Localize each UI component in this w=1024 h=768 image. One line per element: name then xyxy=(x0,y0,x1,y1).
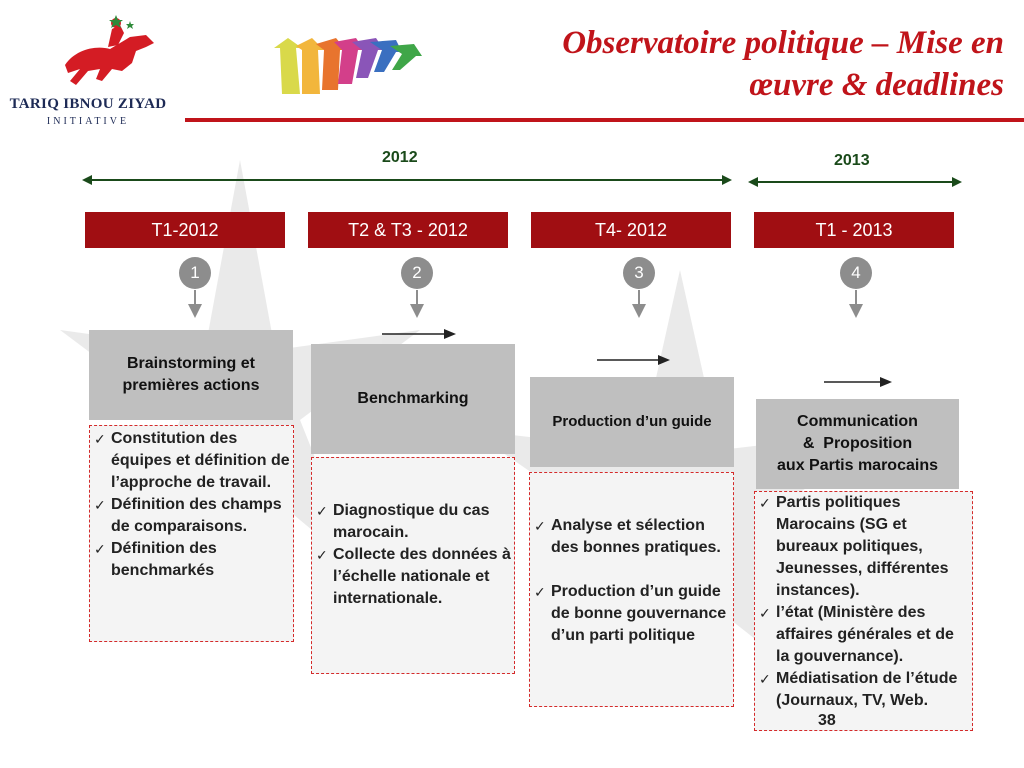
list-item: ✓ Diagnostique du cas marocain. xyxy=(316,502,490,541)
quarter-header-2: T2 & T3 - 2012 xyxy=(308,212,508,248)
quarter-header-4: T1 - 2013 xyxy=(754,212,954,248)
title-line-1: Observatoire politique – Mise en xyxy=(562,25,1004,61)
check-icon: ✓ xyxy=(759,605,771,621)
check-icon: ✓ xyxy=(534,518,546,534)
check-icon: ✓ xyxy=(316,547,328,563)
logo-subtitle: INITIATIVE xyxy=(46,116,130,127)
phase-4-list xyxy=(754,491,973,731)
list-item: ✓ Collecte des données à l’échelle nationale et internationale. xyxy=(316,546,511,607)
list-item: ✓ Production d’un guide de bonne gouvernance d’un parti politique xyxy=(534,583,727,644)
phase-1-title-line-2: premières actions xyxy=(122,377,260,394)
check-icon: ✓ xyxy=(94,431,106,447)
step-circle-1: 1 xyxy=(179,257,211,289)
check-icon: ✓ xyxy=(94,497,106,513)
step-circle-4: 4 xyxy=(840,257,872,289)
list-item: ✓ Partis politiques Marocains (SG et bureaux politiques, Jeunesses, différentes instances). xyxy=(759,494,949,599)
phase-4-title-line-3: aux Partis marocains xyxy=(777,457,938,474)
phase-4-title-line-1: Communication xyxy=(797,413,918,430)
phase-2-title: Benchmarking xyxy=(357,390,469,407)
phase-box-benchmarking xyxy=(311,344,515,454)
check-icon: ✓ xyxy=(316,503,328,519)
phase-box-brainstorming xyxy=(89,330,293,420)
title-line-2: œuvre & deadlines xyxy=(749,67,1004,103)
check-icon: ✓ xyxy=(534,584,546,600)
step-circle-2: 2 xyxy=(401,257,433,289)
phase-4-title-line-2: & Proposition xyxy=(802,435,913,452)
list-item: ✓ Analyse et sélection des bonnes pratiques. xyxy=(534,517,721,556)
year-label-2012: 2012 xyxy=(382,149,418,166)
phase-1-title-line-1: Brainstorming et xyxy=(126,355,255,372)
year-label-2013: 2013 xyxy=(834,152,870,169)
list-item: ✓ Définition des champs de comparaisons. xyxy=(94,496,282,535)
list-item: ✓ l’état (Ministère des affaires générales et de la gouvernance). xyxy=(759,604,954,665)
logo-name: TARIQ IBNOU ZIYAD xyxy=(9,96,167,112)
phase-3-list xyxy=(529,472,734,707)
page-number: 38 xyxy=(818,712,836,729)
phase-3-title: Production d’un guide xyxy=(552,413,712,430)
phase-2-list xyxy=(311,457,515,674)
quarter-header-1: T1-2012 xyxy=(85,212,285,248)
phase-1-list xyxy=(89,425,294,642)
check-icon: ✓ xyxy=(94,541,106,557)
phase-box-guide xyxy=(530,377,734,467)
list-item: ✓ Définition des benchmarkés xyxy=(94,540,217,579)
list-item: ✓ Constitution des équipes et définition de l’approche de travail. xyxy=(94,430,290,491)
check-icon: ✓ xyxy=(759,671,771,687)
step-circle-3: 3 xyxy=(623,257,655,289)
list-item: ✓ Médiatisation de l’étude (Journaux, TV, Web. xyxy=(759,670,958,709)
check-icon: ✓ xyxy=(759,495,771,511)
quarter-header-3: T4- 2012 xyxy=(531,212,731,248)
phase-box-communication xyxy=(756,399,959,489)
